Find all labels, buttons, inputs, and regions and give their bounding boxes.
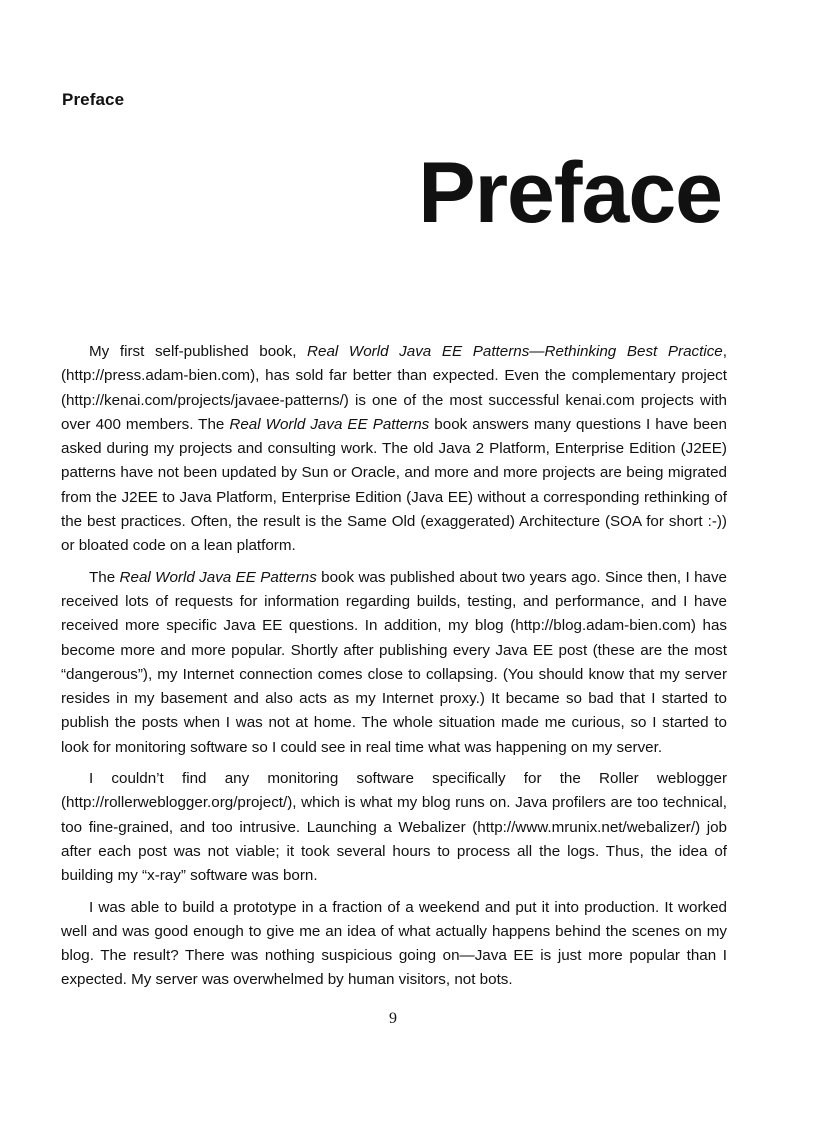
book-title-italic: Real World Java EE Patterns—Rethinking Best Practice <box>307 343 723 360</box>
chapter-title: Preface <box>418 145 722 241</box>
paragraph-1 <box>61 340 727 559</box>
paragraph-2-text-a: The <box>89 568 120 586</box>
running-header: Preface <box>62 90 125 109</box>
paragraph-2 <box>61 566 727 760</box>
paragraph-3-text: I couldn’t find any monitoring software specifically for the Roller weblogger (http://rollerweblogger.org/project/), which is what my blog runs on. Java profilers are too technical, too fine-grained, and too intrusive. Launching a Webalizer (http://www.mrunix.net/webalizer/) job after each post was not viable; it took several hours to process all the logs. Thus, the idea of building my “x-ray” software was born. <box>61 770 727 885</box>
paragraph-3 <box>61 767 727 888</box>
page-number: 9 <box>389 1010 397 1027</box>
paragraph-1-text-a: My first self-published book, <box>89 343 308 360</box>
paragraph-4 <box>61 896 727 993</box>
paragraph-1-text-c: book answers many questions I have been asked during my projects and consulting work. The old Java 2 Platform, Enterprise Edition (J2EE) patterns have not been updated by Sun or Oracle, and more and more projects are being migrated from the J2EE to Java Platform, Enterprise Edition (Java EE) without a corresponding rethinking of the best practices. Often, the result is the Same Old (exaggerated) Architecture (SOA for short :-)) or bloated code on a lean platform. <box>61 415 728 555</box>
book-title-italic: Real World Java EE Patterns <box>229 415 430 433</box>
paragraph-2-text-b: book was published about two years ago. Since then, I have received lots of requests for information regarding builds, testing, and performance, and I have received more specific Java EE questions. In addition, my blog (http://blog.adam-bien.com) has become more and more popular. Shortly after publishing every Java EE post (these are the most “dangerous”), my Internet connection comes close to collapsing. (You should know that my server resides in my basement and also acts as my Internet proxy.) It became so bad that I started to publish the posts when I was not at home. The whole situation made me curious, so I started to look for monitoring software so I could see in real time what was happening on my server. <box>61 568 728 756</box>
paragraph-4-text: I was able to build a prototype in a fraction of a weekend and put it into production. It worked well and was good enough to give me an idea of what actually happens behind the scenes on my blog. The result? There was nothing suspicious going on—Java EE is just more popular than I expected. My server was overwhelmed by human visitors, not bots. <box>61 898 727 989</box>
body-text <box>61 340 727 993</box>
book-title-italic: Real World Java EE Patterns <box>119 568 317 586</box>
paragraph-1-text-b: , (http://press.adam-bien.com), has sold far better than expected. Even the complementary project (http://kenai.com/projects/javaee-patterns/) is one of the most successful kenai.com projects with over 400 members. The <box>61 343 727 433</box>
